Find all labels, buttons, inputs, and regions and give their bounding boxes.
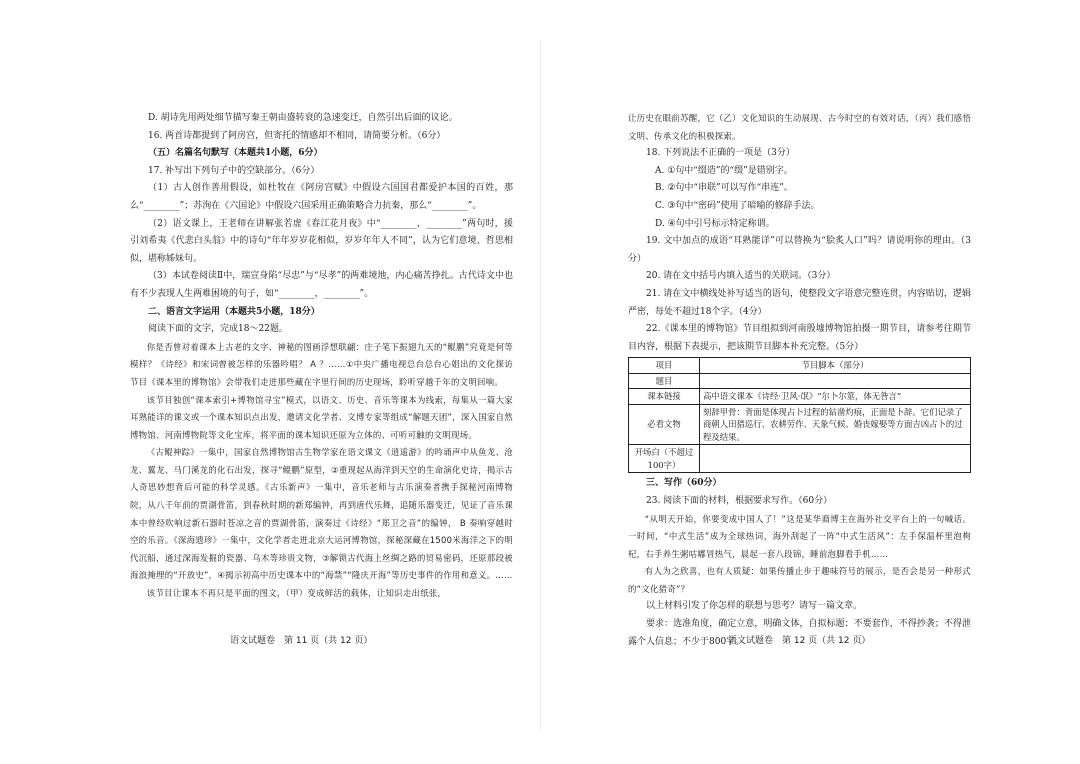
paragraph: 有人为之欣喜，也有人质疑：如果传播止步于趣味符号的展示，是否会是另一种形式的“文化猎奇”？ [628,566,971,594]
paragraph: B. ②句中“串联”可以写作“串连”。 [655,183,793,194]
table-row [629,373,971,389]
table-row [629,445,971,473]
paragraph: C. ③句中“密码”使用了暗喻的修辞手法。 [655,200,820,211]
table-row-content [700,373,971,389]
paragraph: （3）本试卷阅读Ⅱ中，瑞宣身陷“尽忠”与“尽孝”的两难境地，内心痛苦挣扎。古代诗文中也有不少表现人生两难困境的句子，如“________，________”。 [130,271,513,299]
right-page-questions [628,110,971,356]
paragraph: 以上材料引发了你怎样的联想与思考？请写一篇文章。 [646,601,863,612]
paragraph: 该节目独创“课本索引+博物馆寻宝”模式，以语文、历史、音乐等课本为线索，每集从一篇大家耳熟能详的课文或一个课本知识点出发，邀请文化学者、文博专家等组成“解题天团”，深入国家自然博物馆、河南博物院等文化宝库，将平面的课本知识还原为立体的、可听可触的文明现场。 [130,394,513,440]
right-page-writing [628,475,971,651]
paragraph: 二、语言文字运用（本题共5小题，18分） [148,306,320,317]
paragraph: 阅读下面的文字，完成18～22题。 [148,324,288,335]
right-page-footer: 语文试题卷 第 12 页（共 12 页） [728,636,871,646]
paragraph: 23. 阅读下面的材料，根据要求写作。（60分） [646,495,833,506]
table-row-label: 题目 [629,373,700,389]
script-table-header-row [629,358,971,374]
table-row-content [700,445,971,473]
paragraph: （五）名篇名句默写（本题共1小题，6分） [148,148,323,159]
paragraph: D. 胡诗先用两处细节描写秦王朝由盛转衰的急速变迁，自然引出后面的议论。 [148,113,458,123]
page-fold-line [540,40,541,730]
table-row [629,389,971,405]
paragraph: A. ①句中“缀造”的“缀”是错别字。 [655,165,793,176]
table-row-content: 刻辞甲骨：背面是体现占卜过程的钻凿灼痕，正面是卜辞。它们记录了商朝人田猎巡行、农耕劳作、天象气候、婚丧嫁娶等方面吉凶占卜的过程及结果。 [700,404,971,445]
paragraph: “从明天开始，你要变成中国人了！”这是某华裔博主在海外社交平台上的一句喊话。一时间，“中式生活”成为全球热词，海外刮起了一阵“中式生活风”：左手保温杯里泡枸杞，右手养生粥咕嘟冒热气，晨起一套八段锦，睡前泡脚看手机…… [628,513,971,559]
paragraph: 21. 请在文中横线处补写适当的语句，使整段文字语意完整连贯，内容贴切，逻辑严密，每处不超过18个字。（4分） [628,288,971,317]
table-row-content: 高中语文课本《诗经·卫风·氓》“尔卜尔筮，体无咎言” [700,389,971,405]
table-header-script: 节目脚本（部分） [700,358,971,374]
paragraph: （1）古人创作善用假设，如杜牧在《阿房宫赋》中假设六国国君都爱护本国的百姓，那么“________”；苏洵在《六国论》中假设六国采用正确策略合力抗秦，那么“________”。 [130,183,513,211]
table-row-label: 课本链接 [629,389,700,405]
table-row-label: 开场白（不超过100字） [629,445,700,473]
paragraph: 17. 补写出下列句子中的空缺部分。（6分） [148,165,320,176]
table-row [629,404,971,445]
paragraph: 16. 两首诗都提到了阿房宫，但寄托的情感却不相同，请简要分析。（6分） [148,130,446,141]
paragraph: 三、写作（60分） [646,478,722,489]
paragraph: （2）语文课上，王老师在讲解张若虚《春江花月夜》中“________，________”两句时，援引刘希夷《代悲白头翁》中的诗句“年年岁岁花相似，岁岁年年人不同”，认为它们意境、哲思相似，堪称姊妹句。 [130,218,513,264]
paragraph: 让历史在眼前苏醒，它（乙）文化知识的生动展现、古今时空的有效对话，（丙）我们感悟文明、传承文化的积极探索。 [628,113,971,141]
paragraph: 19. 文中加点的成语“耳熟能详”可以替换为“脍炙人口”吗？请说明你的理由。（3分） [628,236,971,264]
paragraph: 18. 下列说法不正确的一项是（3分） [646,148,795,159]
right-page [628,110,971,660]
paragraph: 该节目让课本不再只是平面的图文，（甲）变成鲜活的载体，让知识走出纸张， [146,588,447,599]
paragraph: 《古鲲神踪》一集中，国家自然博物馆古生物学家在语文课文《逍遥游》的吟诵声中从鱼龙、沧龙、翼龙、马门溪龙的化石出发，探寻“鲲鹏”原型，②重现起从海洋到天空的生命演化史诗，揭示古人奇思妙想背后可能的科学灵感。《古乐新声》一集中，音乐老师与古乐演奏者携手探秘河南博物院，从八千年前的贾湖骨笛，到春秋时期的新郑编钟，再到唐代乐舞，追随乐器变迁，见证了音乐课本中曾经吹响过新石器时苍凉之音的贾湖骨笛，演奏过《诗经》“郑卫之音”的编钟， B 奏响穿越时空的乐音。《深海遗珍》一集中，文化学者走进北京大运河博物馆，探秘深藏在1500米海洋之下的明代沉船，通过深海发掘的瓷器、乌木等珍贵文物，③解锁古代海上丝绸之路的贸易密码，还原那段被海浪掩埋的“开放史”，④揭示初高中历史课本中的“海禁”“隆庆开海”等历史事件的作用和意义。…… [130,447,513,581]
left-page-footer: 语文试题卷 第 11 页（共 12 页） [230,636,373,646]
script-table [628,357,971,473]
table-row-label: 必看文物 [629,404,700,445]
paragraph: 22.《课本里的博物馆》节目组拟到河南殷墟博物馆拍摄一期节目，请参考往期节目内容，根据下表提示，把该期节目脚本补充完整。（5分） [628,324,971,352]
paragraph: D. ④句中引号标示特定称谓。 [655,218,775,229]
paragraph: 你是否曾对着课本上古老的文字、神秘的图画浮想联翩：庄子笔下振翅九天的“鲲鹏”究竟是何等模样？《诗经》和宋词曾被怎样的乐器吟唱？ A ？……①中央广播电视总台总台心姐出的文化探访节目《课本里的博物馆》会带我们走进那些藏在字里行间的历史现场，聆听穿越千年的文明回响。 [130,341,513,387]
table-header-item: 项目 [629,358,700,374]
left-page [130,110,513,660]
paragraph: 20. 请在文中括号内填入适当的关联词。（3分） [646,271,836,282]
paragraph: 要求：选准角度，确定立意，明确文体，自拟标题；不要套作，不得抄袭；不得泄露个人信息；不少于800字。 [628,619,971,647]
